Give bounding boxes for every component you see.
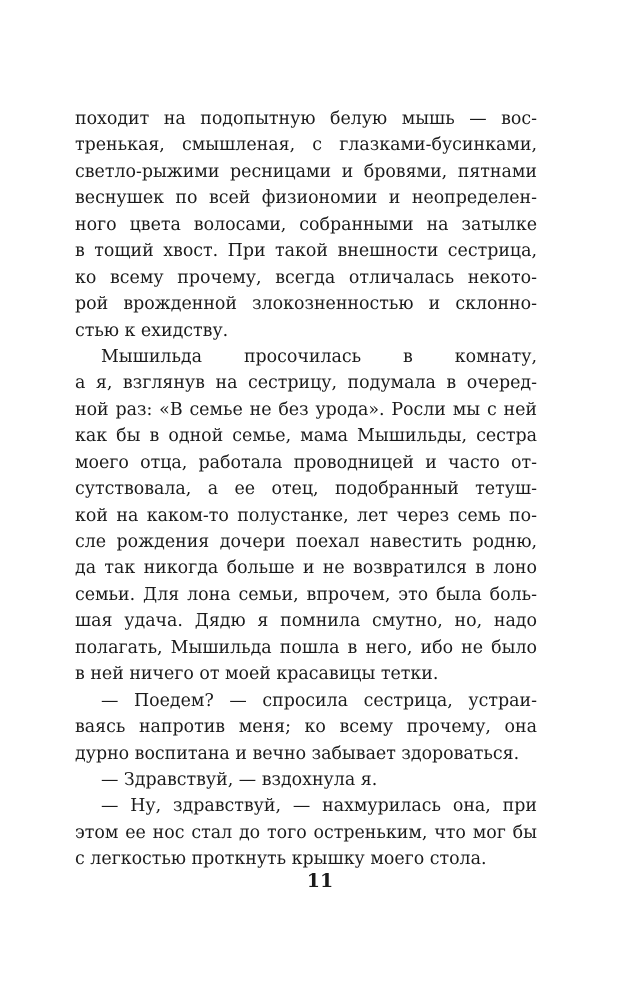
text-line: веснушек по всей физиономии и неопределен- — [75, 188, 537, 209]
text-line: светло-рыжими ресницами и бровями, пятнами — [75, 161, 537, 182]
text-line: дурно воспитана и вечно забывает здороваться. — [75, 743, 520, 764]
text-line: походит на подопытную белую мышь — вос- — [75, 109, 537, 129]
page-number: 11 — [306, 870, 334, 892]
text-line: — Ну, здравствуй, — нахмурилась она, при — [101, 796, 537, 817]
text-line: тренькая, смышленая, с глазками-бусинками, — [75, 135, 537, 156]
text-line: семьи. Для лона семьи, впрочем, это была боль- — [75, 584, 537, 605]
text-line: Мышильда просочилась в комнату, — [101, 346, 537, 367]
text-line: шая удача. Дядю я помнила смутно, но, надо — [75, 611, 537, 632]
text-line: ного цвета волосами, собранными на затылке — [75, 214, 537, 235]
text-line: рой врожденной злокозненностью и склонно- — [75, 294, 537, 315]
text-line: ко всему прочему, всегда отличалась некото- — [75, 267, 537, 288]
text-line: стью к ехидству. — [75, 320, 229, 341]
text-line: полагать, Мышильда пошла в него, ибо не было — [75, 637, 537, 658]
text-line: да так никогда больше и не возвратился в лоно — [75, 558, 537, 579]
text-line: в тощий хвост. При такой внешности сестрица, — [75, 241, 537, 262]
text-line: сутствовала, а ее отец, подобранный тетуш- — [75, 479, 537, 500]
text-line: а я, взглянув на сестрицу, подумала в очеред- — [75, 373, 537, 394]
text-line: сле рождения дочери поехал навестить родню, — [75, 532, 537, 552]
text-line: ной раз: «В семье не без урода». Росли мы с ней — [75, 399, 537, 420]
text-line: — Поедем? — спросила сестрица, устраи- — [101, 690, 537, 711]
text-line: как бы в одной семье, мама Мышильды, сестра — [75, 426, 537, 447]
text-line: — Здравствуй, — вздохнула я. — [101, 769, 378, 790]
text-line: ваясь напротив меня; ко всему прочему, она — [75, 717, 537, 738]
text-line: с легкостью проткнуть крышку моего стола. — [75, 849, 487, 870]
text-line: в ней ничего от моей красавицы тетки. — [75, 664, 439, 685]
body-text — [75, 106, 537, 873]
text-line: этом ее нос стал до того остреньким, что мог бы — [75, 822, 537, 843]
text-line: кой на каком-то полустанке, лет через семь по- — [75, 505, 537, 526]
text-line: моего отца, работала проводницей и часто от- — [75, 452, 537, 473]
